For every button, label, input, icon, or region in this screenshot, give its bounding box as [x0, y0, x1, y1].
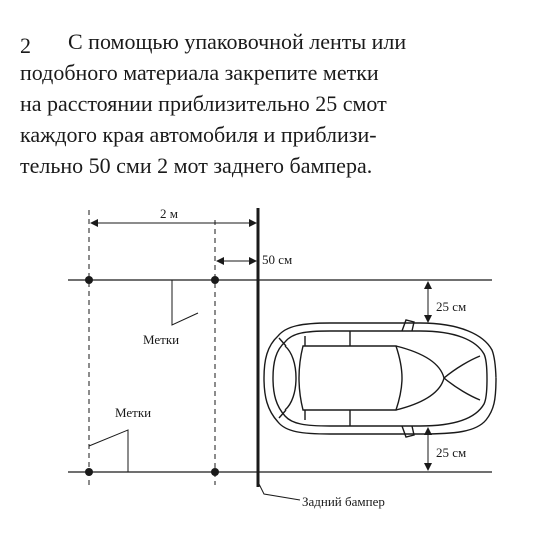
label-25cm-top: 25 см — [436, 299, 467, 314]
label-2m: 2 м — [160, 206, 178, 221]
instruction-line-2: подобного материала закрепите метки — [20, 60, 379, 85]
label-rear-bumper: Задний бампер — [302, 494, 385, 509]
instruction-line-1: С помощью упаковочной ленты или — [68, 29, 407, 54]
parking-marks-diagram — [0, 195, 540, 545]
rear-bumper-leader — [258, 482, 300, 500]
label-marks-lower: Метки — [115, 405, 152, 420]
label-25cm-bottom: 25 см — [436, 445, 467, 460]
mark-tape-lower — [89, 430, 128, 472]
mark-dot-upper-right — [211, 276, 219, 284]
instruction-line-4: каждого края автомобиля и приблизи- — [20, 122, 377, 147]
mark-dot-lower-right — [211, 468, 219, 476]
instruction-line-5: тельно 50 сми 2 мот заднего бампера. — [20, 153, 373, 178]
mark-tape-upper — [172, 280, 198, 325]
mark-dot-upper-left — [85, 276, 93, 284]
diagram-drawing — [0, 195, 540, 545]
instruction-line-3: на расстоянии приблизительно 25 смот — [20, 91, 387, 116]
instruction-step — [0, 0, 540, 200]
car-top-view — [264, 320, 496, 437]
mark-dot-lower-left — [85, 468, 93, 476]
step-number: 2 — [20, 33, 31, 58]
label-marks-upper: Метки — [143, 332, 180, 347]
label-50cm: 50 см — [262, 252, 293, 267]
